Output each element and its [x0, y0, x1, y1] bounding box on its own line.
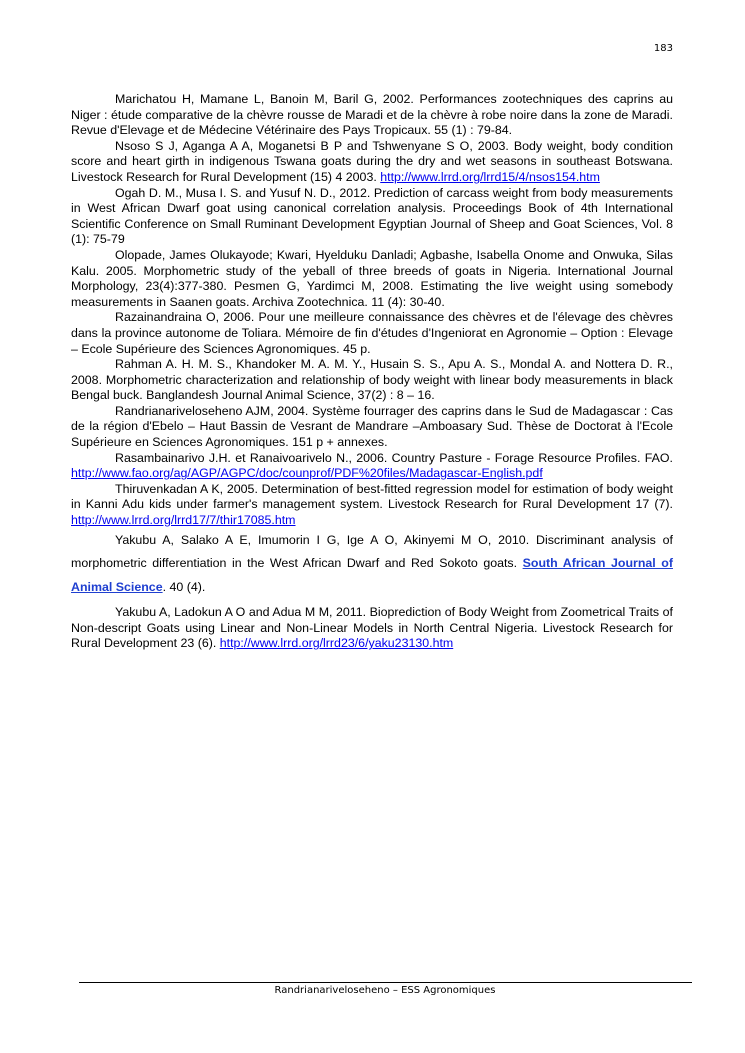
reference-link[interactable]: http://www.fao.org/ag/AGP/AGPC/doc/counprof/PDF%20files/Madagascar-English.pdf — [71, 466, 543, 481]
reference-item: Nsoso S J, Aganga A A, Moganetsi B P and Tshwenyane S O, 2003. Body weight, body condition score and heart girth in indigenous Tswana goats during the dry and wet seasons in southeast Botswana. Livestock Research for Rural Development (15) 4 2003. http://www.lrrd.org/lrrd15/4/nsos154.htm — [71, 138, 673, 184]
reference-item: Ogah D. M., Musa I. S. and Yusuf N. D., 2012. Prediction of carcass weight from body measurements in West African Dwarf goat using canonical correlation analysis. Proceedings Book of 4th International Scientific Conference on Small Ruminant Development Egyptian Journal of Sheep and Goat Sciences, Vol. 8 (1): 75-79 — [71, 185, 673, 247]
reference-item: Thiruvenkadan A K, 2005. Determination of best-fitted regression model for estimation of body weight in Kanni Adu kids under farmer's management system. Livestock Research for Rural Development 17 (7). http://www.lrrd.org/lrrd17/7/thir17085.htm — [71, 481, 673, 528]
reference-item: Rahman A. H. M. S., Khandoker M. A. M. Y., Husain S. S., Apu A. S., Mondal A. and Nottera D. R., 2008. Morphometric characterization and relationship of body weight with linear body measurements in black Bengal buck. Banglandesh Journal Animal Science, 37(2) : 8 – 16. — [71, 357, 673, 403]
reference-item: Olopade, James Olukayode; Kwari, Hyelduku Danladi; Agbashe, Isabella Onome and Onwuka, Silas Kalu. 2005. Morphometric study of the yeball of three breeds of goats in Nigeria. International Journal Morphology, 23(4):377-380. Pesmen G, Yardimci M, 2008. Estimating the live weight using somebody measurements in Saanen goats. Archiva Zootechnica. 11 (4): 30-40. — [71, 247, 673, 309]
footer-text: Randrianariveloseheno – ESS Agronomiques — [274, 985, 496, 996]
footer-divider — [79, 982, 692, 983]
reference-item: Rasambainarivo J.H. et Ranaivoarivelo N., 2006. Country Pasture - Forage Resource Profiles. FAO. http://www.fao.org/ag/AGP/AGPC/doc/counprof/PDF%20files/Madagascar-English.pdf — [71, 450, 673, 481]
reference-item: Randrianariveloseheno AJM, 2004. Système fourrager des caprins dans le Sud de Madagascar : Cas de la région d'Ebelo – Haut Bassin de Vesrant de Mandrare –Amboasary Sud. Thèse de Doctorat à l'Ecole Supérieure en Sciences Agronomiques. 151 p + annexes. — [71, 403, 673, 450]
page-number: 183 — [653, 43, 673, 54]
journal-link[interactable]: South African Journal of Animal Science — [71, 556, 673, 594]
reference-item: Razainandraina O, 2006. Pour une meilleure connaissance des chèvres et de l'élevage des chèvres dans la province autonome de Toliara. Mémoire de fin d'études d'Ingeniorat en Agronomie – Option : Elevage – Ecole Supérieure des Sciences Agronomiques. 45 p. — [71, 310, 673, 356]
reference-item: Yakubu A, Ladokun A O and Adua M M, 2011. Bioprediction of Body Weight from Zoometrical Traits of Non-descript Goats using Linear and Non-Linear Models in North Central Nigeria. Livestock Research for Rural Development 23 (6). http://www.lrrd.org/lrrd23/6/yaku23130.htm — [71, 605, 673, 651]
reference-item: Marichatou H, Mamane L, Banoin M, Baril G, 2002. Performances zootechniques des caprins au Niger : étude comparative de la chèvre rousse de Maradi et de la chèvre à robe noire dans la zone de Maradi. Revue d'Elevage et de Médecine Vétérinaire des Pays Tropicaux. 55 (1) : 79-84. — [71, 92, 673, 138]
reference-link[interactable]: http://www.lrrd.org/lrrd15/4/nsos154.htm — [380, 169, 600, 184]
reference-link[interactable]: http://www.lrrd.org/lrrd17/7/thir17085.htm — [71, 513, 296, 528]
reference-link[interactable]: http://www.lrrd.org/lrrd23/6/yaku23130.htm — [219, 636, 454, 651]
reference-item: Yakubu A, Salako A E, Imumorin I G, Ige A O, Akinyemi M O, 2010. Discriminant analysis of morphometric differentiation in the West African Dwarf and Red Sokoto goats. South African Journal of Animal Science. 40 (4). — [71, 532, 673, 594]
references-list — [71, 92, 673, 652]
